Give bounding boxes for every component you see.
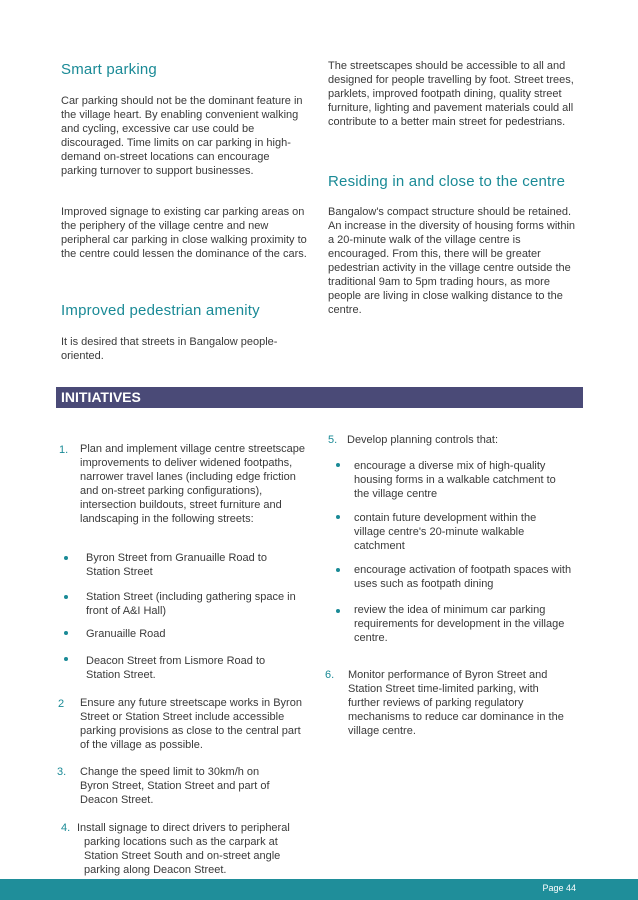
pedestrian-amenity-heading: Improved pedestrian amenity	[61, 302, 260, 319]
smart-parking-heading: Smart parking	[61, 61, 157, 78]
initiative-5-number: 5.	[328, 434, 338, 446]
initiative-1-text: Plan and implement village centre streetscape improvements to deliver widened footpaths, narrower travel lanes (including edge friction and on-street parking configurations), intersection buildouts, street furniture and landscaping in the following streets:	[80, 443, 306, 525]
smart-parking-para-2: Improved signage to existing car parking areas on the periphery of the village centre and new peripheral car parking in close walking proximity to the centre could lessen the dominance of the cars.	[61, 206, 307, 260]
initiative-1-bullet-2: Station Street (including gathering space in front of A&I Hall)	[86, 591, 296, 617]
pedestrian-amenity-para: It is desired that streets in Bangalow people-oriented.	[61, 336, 278, 362]
initiative-5-bullet-1: encourage a diverse mix of high-quality housing forms in a walkable catchment to the village centre	[354, 460, 556, 500]
initiative-2-number: 2	[58, 698, 65, 710]
smart-parking-para-1: Car parking should not be the dominant feature in the village heart. By enabling convenient walking and cycling, excessive car use could be discouraged. Time limits on car parking in high-demand on-street locations can encourage parking turnover to support businesses.	[61, 95, 303, 177]
bullet-icon	[336, 515, 340, 519]
initiative-1-number: 1.	[59, 444, 69, 456]
initiative-6-number: 6.	[325, 669, 335, 681]
bullet-icon	[64, 657, 68, 661]
initiative-2-text: Ensure any future streetscape works in Byron Street or Station Street include accessible parking provisions as close to the central part of the village as possible.	[80, 697, 302, 751]
initiatives-title: INITIATIVES	[61, 389, 141, 405]
bullet-icon	[336, 463, 340, 467]
bullet-icon	[64, 556, 68, 560]
streetscape-para: The streetscapes should be accessible to all and designed for people travelling by foot. Street trees, parklets, improved footpath dining, quality street furniture, lighting and pavement materials could all contribute to a better main street for pedestrians.	[328, 60, 574, 128]
initiative-5-bullet-3: encourage activation of footpath spaces with uses such as footpath dining	[354, 564, 572, 590]
bullet-icon	[64, 631, 68, 635]
bullet-icon	[336, 609, 340, 613]
initiative-1-bullet-3: Granuaille Road	[86, 628, 166, 640]
bullet-icon	[64, 595, 68, 599]
initiative-5-bullet-4: review the idea of minimum car parking requirements for development in the village centre.	[354, 604, 565, 644]
page-footer-bar	[0, 879, 638, 900]
initiatives-header-bar	[56, 387, 583, 408]
residing-heading: Residing in and close to the centre	[328, 173, 566, 190]
initiative-3-text: Change the speed limit to 30km/h on Byron Street, Station Street and part of Deacon Street.	[80, 766, 270, 806]
initiative-3-number: 3.	[57, 766, 67, 778]
initiative-6-text: Monitor performance of Byron Street and Station Street time-limited parking, with further reviews of parking regulatory mechanisms to reduce car dominance in the village centre.	[348, 669, 564, 737]
initiative-4-number: 4.	[61, 822, 71, 834]
residing-para: Bangalow's compact structure should be retained. An increase in the diversity of housing forms within a 20-minute walk of the village centre is encouraged. From this, there will be greater pedestrian activity in the village centre outside the traditional 9am to 5pm trading hours, as more people are living in close walking distance to the centre.	[328, 206, 576, 316]
initiative-4-text-rest: parking locations such as the carpark at Station Street South and on-street angle parking along Deacon Street.	[84, 836, 281, 876]
initiative-5-text: Develop planning controls that:	[347, 434, 499, 446]
initiative-4-text-first: Install signage to direct drivers to peripheral	[77, 822, 290, 834]
initiative-5-bullet-2: contain future development within the village centre's 20-minute walkable catchment	[354, 512, 537, 552]
initiative-1-bullet-1: Byron Street from Granuaille Road to Station Street	[86, 552, 267, 578]
initiative-1-bullet-4: Deacon Street from Lismore Road to Station Street.	[86, 655, 266, 681]
page-number: Page 44	[542, 883, 576, 893]
bullet-icon	[336, 568, 340, 572]
